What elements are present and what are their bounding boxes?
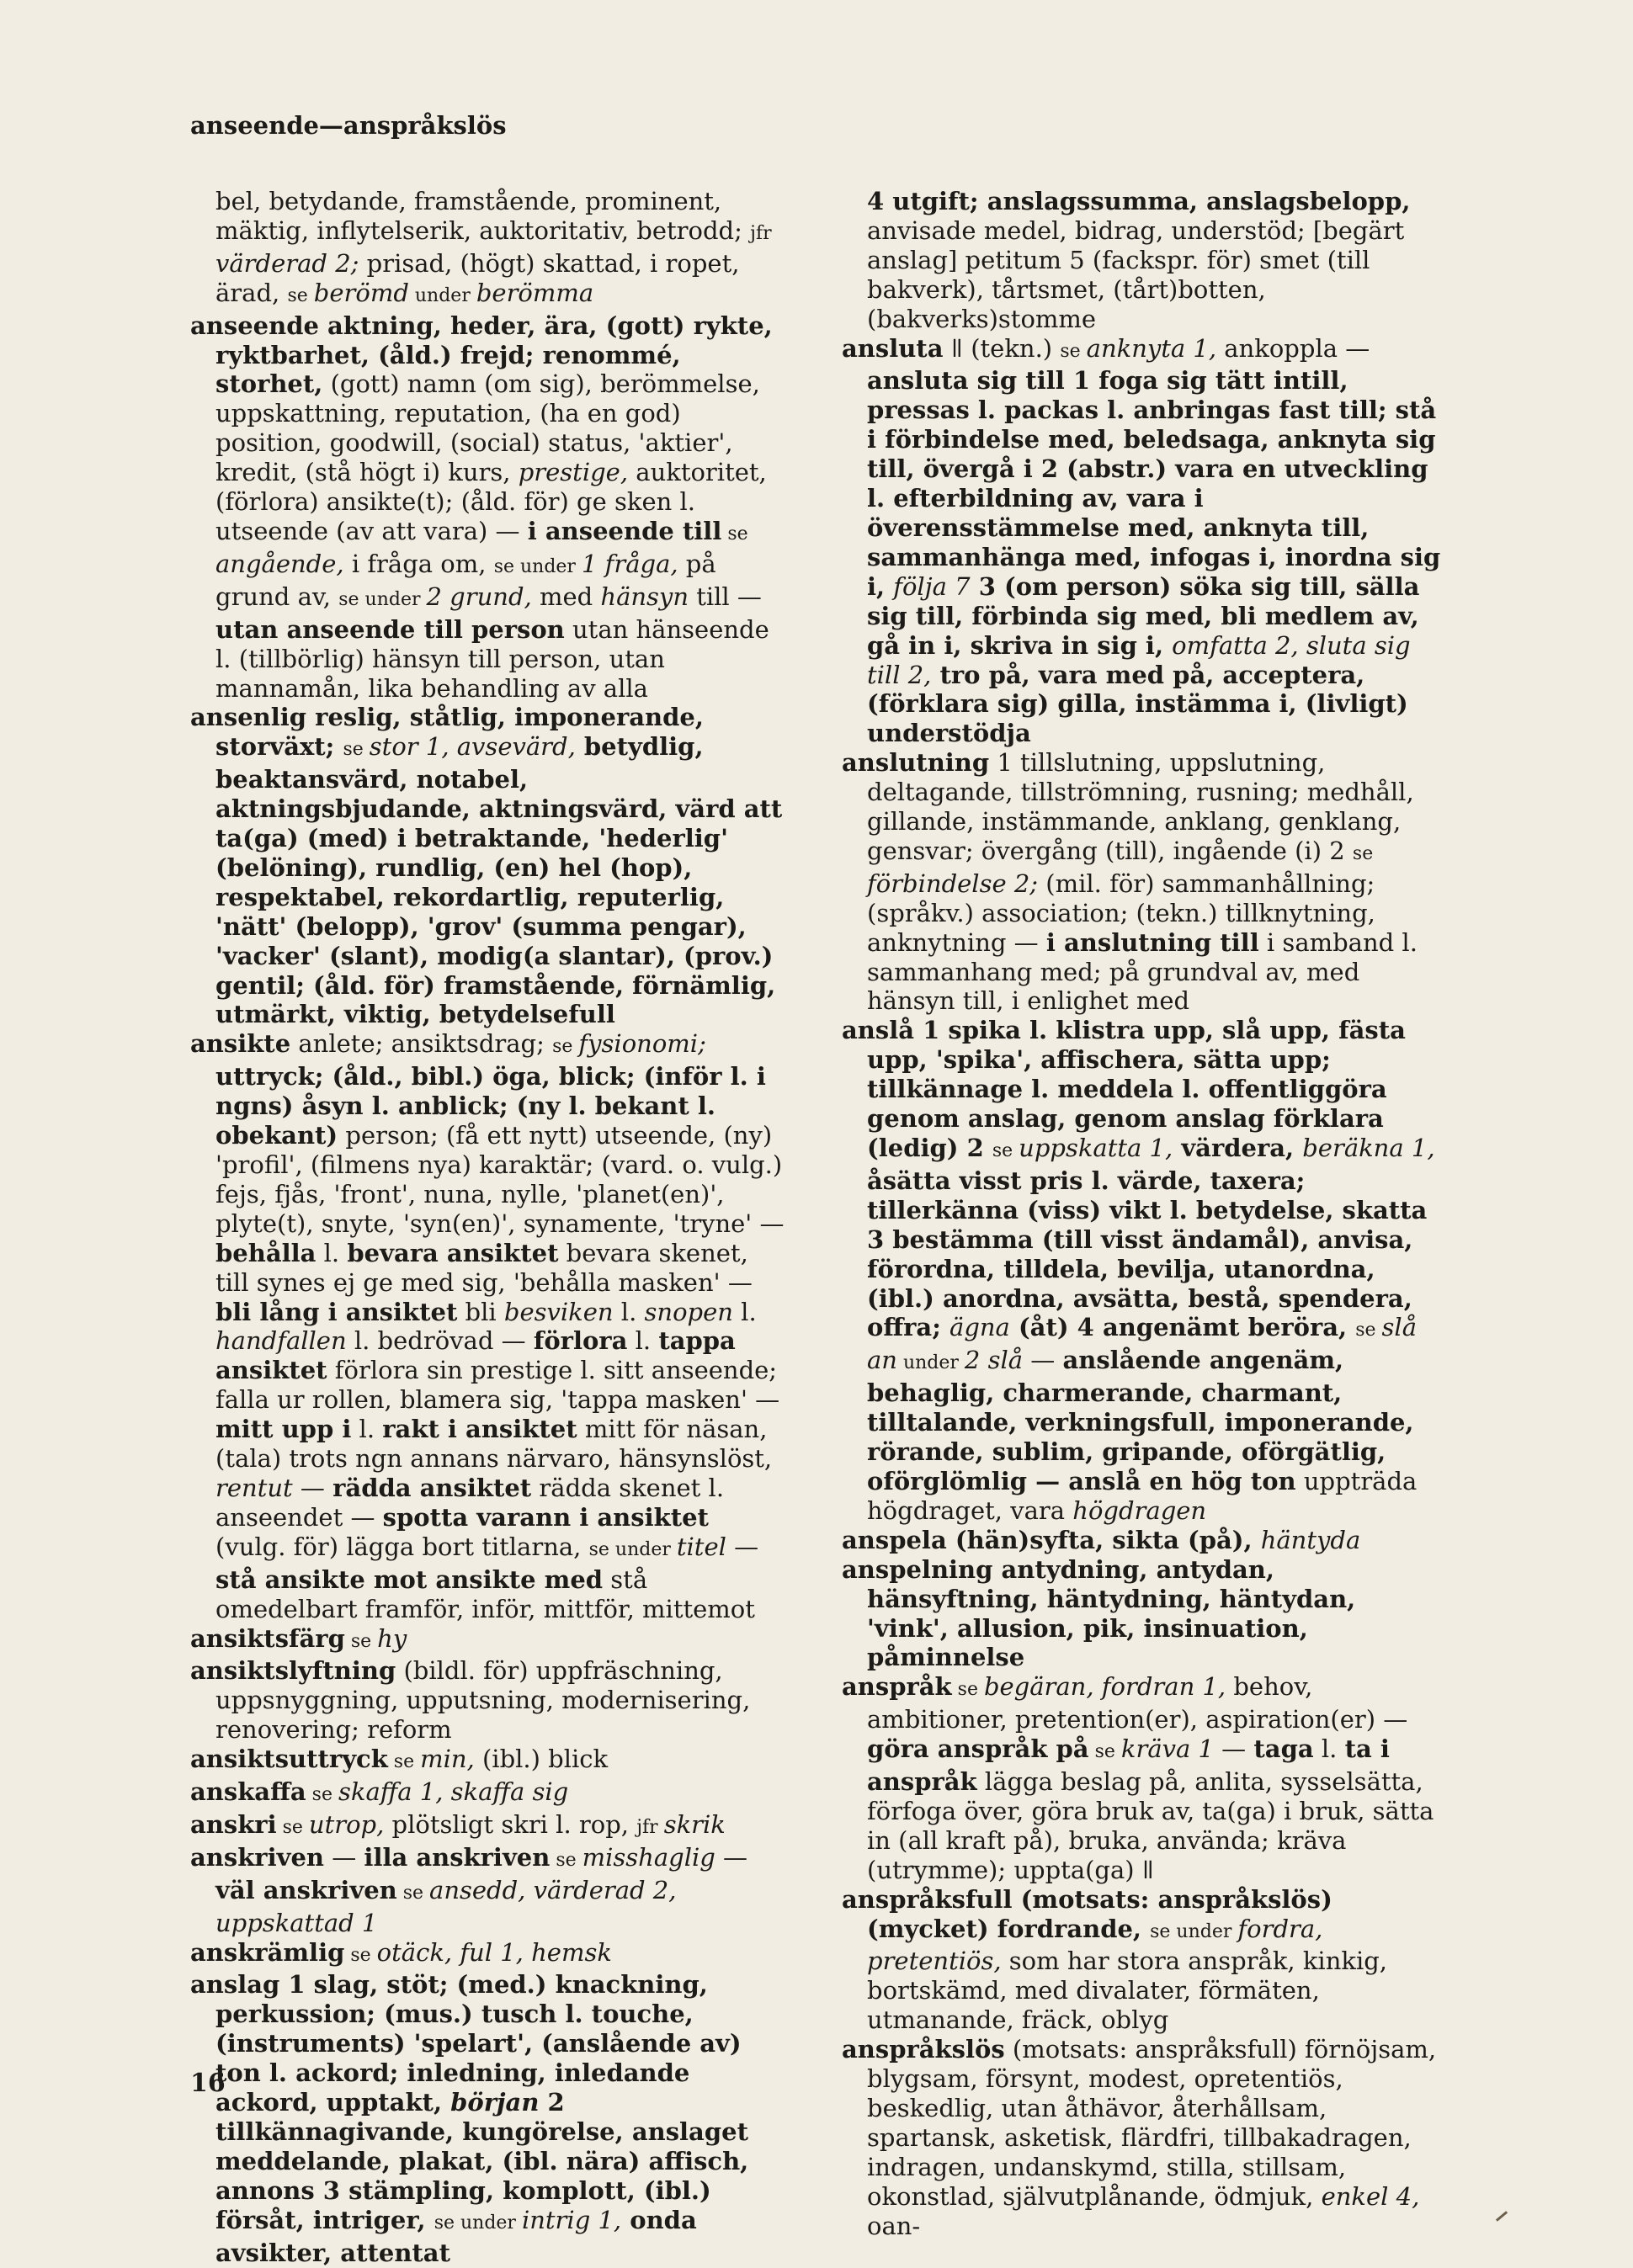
entry-text: bli lång i ansiktet [215, 1297, 458, 1326]
entry-text: se under [588, 1538, 677, 1560]
entry-text: l. [1313, 1734, 1345, 1764]
entry-text: uppträda högdraget, vara [867, 1466, 1418, 1525]
entry-text: anlete; ansiktsdrag; [290, 1029, 553, 1059]
entry-text: behov, ambitioner, pretention(er), aspiration(er) — [867, 1672, 1408, 1734]
entry-text: häntyda [1260, 1525, 1361, 1554]
entry-text: se [1355, 1320, 1382, 1341]
entry-text: min, [420, 1745, 475, 1774]
entry-text: som har stora anspråk, kinkig, bortskämd, med divalater, förmäten, utmanande, fräck, oblyg [867, 1947, 1387, 2035]
entry-text: se [306, 1784, 338, 1806]
dictionary-entry [842, 334, 1441, 749]
headword: anspelning [842, 1554, 993, 1584]
headword: anspråkslös [842, 2035, 1005, 2064]
headword: anslå [842, 1016, 915, 1045]
entry-text: — [1023, 1346, 1063, 1375]
entry-text: värdera, [1173, 1134, 1303, 1162]
entry-text: hänsyn [600, 582, 689, 611]
entry-text: jfr [636, 1816, 664, 1838]
entry-text: 1 fråga, [581, 549, 678, 578]
entry-text: tro på, vara med på, acceptera, (förklara sig) gilla, instämma i, (livligt) understödja [867, 660, 1408, 748]
entry-text: se under [493, 555, 582, 577]
entry-text: förlora sin prestige l. sitt anseende; falla ur rollen, blamera sig, 'tappa masken' — [215, 1356, 780, 1415]
entry-text: 1 slag, stöt; (med.) knackning, perkussion; (mus.) tusch l. touche, (instruments) 'spelart', (anslående av) ton l. ackord; inledning, inledande ackord, upptakt, [215, 1970, 742, 2117]
running-head: anseende—anspråkslös [190, 111, 507, 140]
entry-text: berömd [313, 278, 409, 307]
dictionary-entry [190, 1777, 786, 1810]
dictionary-entry [190, 1970, 786, 2267]
headword: anspråksfull [842, 1884, 1013, 1914]
entry-text: slå an [867, 1313, 1417, 1375]
entry-text: l. [351, 1415, 383, 1444]
headword: anseende [190, 311, 319, 340]
entry-text: — [292, 1473, 333, 1502]
entry-text: se [287, 284, 314, 306]
entry-text: behålla [215, 1238, 316, 1267]
entry-text: (hän)syfta, sikta (på), [946, 1525, 1261, 1554]
entry-text: (vulg. för) lägga bort titlarna, [215, 1532, 589, 1561]
entry-text: ǁ (tekn.) [943, 333, 1061, 363]
entry-text: handfallen [215, 1326, 347, 1356]
entry-text: på grund av, [215, 549, 716, 611]
entry-text: ansedd, värderad 2, uppskattad 1 [215, 1875, 677, 1937]
entry-text: se under [1150, 1920, 1238, 1942]
entry-text: spotta varann i ansiktet [382, 1502, 709, 1532]
entry-text: angenäm, behaglig, charmerande, charmant, tilltalande, verkningsfull, imponerande, rörande, sublim, gripande, oförgätlig, oförglömlig — [867, 1346, 1414, 1495]
entry-text: l. [316, 1238, 348, 1267]
entry-text: bevara ansiktet [347, 1238, 559, 1267]
entry-text: ta i anspråk [867, 1734, 1390, 1797]
entry-text: se [344, 1630, 378, 1652]
dictionary-entry [842, 1672, 1441, 1884]
entry-text: väl anskriven [215, 1875, 397, 1904]
entry-text: oan- [867, 2211, 921, 2240]
entry-continuation [190, 187, 786, 311]
entry-text: högdragen [1072, 1495, 1207, 1525]
entry-text: uttryck; (åld., bibl.) öga, blick; (inför l. i ngns) åsyn l. anblick; (ny l. bekant l. obekant) [215, 1062, 766, 1150]
headword: ansiktsfärg [190, 1623, 345, 1653]
dictionary-entry [190, 1656, 786, 1745]
entry-continuation [842, 187, 1441, 334]
dictionary-entry [842, 1555, 1441, 1673]
pencil-mark [1496, 2211, 1508, 2222]
entry-text: ansluta sig till [867, 366, 1065, 396]
dictionary-entry [190, 1810, 786, 1843]
entry-text: onda avsikter, attentat [215, 2205, 697, 2267]
entry-text: plötsligt skri l. rop, [384, 1809, 637, 1839]
entry-text: fysionomi; [578, 1029, 706, 1059]
entry-text: med [531, 582, 601, 611]
entry-text: (motsats: anspråksfull) förnöjsam, blygsam, försynt, modest, opretentiös, beskedlig, utan åthävor, återhållsam, spartansk, asketisk, flärdfri, tillbakadragen, indragen, undanskymd, stilla, stillsam, okonstlad, självutplånande, ödmjuk, [867, 2035, 1437, 2211]
entry-text: mitt upp i [215, 1415, 352, 1444]
entry-text: enkel 4, [1321, 2181, 1420, 2211]
entry-text: titel [676, 1532, 726, 1561]
entry-text: ägna [949, 1313, 1010, 1342]
entry-text: antydning, antydan, hänsyftning, häntydning, häntydan, 'vink', allusion, pik, insinuation, påminnelse [867, 1554, 1356, 1672]
dictionary-entry [842, 748, 1441, 1016]
entry-text: i samband l. sammanhang med; på grundval av, med hänsyn till, i enlighet med [867, 927, 1418, 1016]
entry-text: rakt i ansiktet [382, 1415, 577, 1444]
entry-text: — [715, 1842, 748, 1872]
entry-text: l. [613, 1297, 645, 1326]
entry-text: värderad 2; [215, 248, 359, 278]
dictionary-entry [842, 1885, 1441, 2036]
dictionary-entry [190, 1938, 786, 1971]
entry-text: (åt) 4 angenämt beröra, [1009, 1313, 1356, 1342]
entry-text: under [408, 284, 476, 306]
entry-text: reslig, ståtlig, imponerande, storväxt; [215, 703, 704, 762]
entry-text: person; (få ett nytt) utseende, (ny) 'profil', (filmens nya) karaktär; (vard. o. vulg.) fejs, fjås, 'front', nuna, nylle, 'planet(en)', plyte(t), snyte, 'syn(en)', synamente, 'tryne' — [215, 1121, 785, 1238]
entry-text: illa anskriven [364, 1842, 551, 1872]
page-number: 16 [190, 2069, 226, 2098]
headword: ansenlig [190, 703, 307, 732]
entry-text: bevara skenet, till synes ej ge med sig, 'behålla masken' — [215, 1238, 753, 1297]
dictionary-entry [190, 1029, 786, 1623]
entry-text: se [552, 1036, 579, 1058]
dictionary-entry [190, 703, 786, 1029]
dictionary-entry [190, 1745, 786, 1777]
entry-text: uppskatta 1, [1019, 1134, 1173, 1162]
headword: anspela [842, 1525, 947, 1554]
entry-text: hy [377, 1623, 407, 1653]
dictionary-entry [842, 1016, 1441, 1525]
entry-text: taga [1253, 1734, 1314, 1764]
entry-text: rädda ansiktet [332, 1473, 532, 1502]
entry-text: l. bedrövad — [346, 1326, 534, 1356]
entry-text: — [726, 1532, 759, 1561]
entry-text: aktning, heder, ära, (gott) rykte, ryktbarhet, (åld.) frejd; renommé, storhet, [215, 311, 773, 399]
entry-text: under [896, 1352, 965, 1374]
entry-text: anknyta 1, [1086, 333, 1217, 363]
entry-text: tappa ansiktet [215, 1326, 736, 1385]
entry-text: göra anspråk på [867, 1734, 1089, 1764]
headword: ansiktsuttryck [190, 1745, 388, 1774]
entry-text: besviken [503, 1297, 614, 1326]
entry-text: förlora [533, 1326, 628, 1356]
entry-text: mitt för näsan, (tala) trots ngn annans närvaro, hänsynslöst, [215, 1415, 773, 1474]
entry-text: (bildl. för) uppfräschning, uppsnyggning, upputsning, modernisering, renovering; reform [215, 1656, 751, 1745]
entry-text: se [1060, 340, 1087, 362]
entry-text: kräva 1 [1120, 1734, 1214, 1764]
entry-text: se [1352, 842, 1374, 864]
headword: ansikte [190, 1029, 291, 1059]
headword: ansluta [842, 333, 944, 363]
entry-text: rädda skenet l. anseendet — [215, 1473, 725, 1532]
headword: anslag [190, 1970, 280, 2000]
entry-text: auktoritet, (förlora) ansikte(t); (åld. för) ge sken l. utseende (av att vara) — [215, 458, 767, 545]
headword: anskrämlig [190, 1937, 345, 1967]
entry-text: följa 7 [893, 571, 971, 601]
entry-text: snopen [644, 1297, 733, 1326]
entry-text: bel, betydande, framstående, prominent, mäktig, inflytelserik, auktoritativ, betrodd; [215, 187, 751, 245]
entry-text: bli [457, 1297, 504, 1326]
entry-text: se [550, 1849, 582, 1871]
entry-text: se [276, 1816, 309, 1838]
entry-text: beräkna 1, [1302, 1134, 1435, 1162]
entry-text: — [1213, 1734, 1254, 1764]
entry-text: 2 grund, [426, 582, 532, 611]
entry-text: (ibl.) blick [474, 1745, 609, 1774]
entry-text: se [387, 1751, 421, 1773]
right-column [842, 187, 1441, 2241]
entry-text: utan anseende till person [215, 614, 565, 644]
entry-text: i anslutning till [1045, 927, 1259, 957]
entry-text: (motsats: anspråkslös) (mycket) fordrande, [867, 1884, 1332, 1943]
entry-text: omfatta 2, sluta sig till 2, [867, 630, 1411, 689]
entry-text: 1 spika l. klistra upp, slå upp, fästa upp, 'spika', affischera, sätta upp; tillkännage l. meddela l. offentliggöra genom anslag, genom anslag förklara (ledig) 2 [867, 1016, 1406, 1162]
entry-text: angående, [215, 549, 344, 578]
entry-text: l. [732, 1297, 757, 1326]
entry-text: intrig 1, [521, 2205, 622, 2234]
entry-text: (mil. för) sammanhållning; (språkv.) association; (tekn.) tillknytning, anknytning — [867, 868, 1375, 957]
entry-text: ankoppla — [1216, 333, 1370, 363]
dictionary-entry [190, 1843, 786, 1938]
entry-text: se [951, 1679, 984, 1701]
entry-text: se [721, 523, 748, 544]
entry-text: 2 tillkännagivande, kungörelse, anslaget meddelande, plakat, (ibl. nära) affisch, annons 3 stämpling, komplott, (ibl.) försåt, intriger, [215, 2088, 749, 2234]
dictionary-entry [842, 2035, 1441, 2240]
entry-text: 2 slå [964, 1346, 1024, 1375]
entry-text: jfr [750, 222, 772, 244]
entry-text: 4 utgift; anslagssumma, anslagsbelopp, [867, 187, 1411, 215]
entry-text: se [1088, 1741, 1121, 1763]
entry-text: se [396, 1882, 430, 1904]
left-column [190, 187, 786, 2268]
entry-text: prisad, (högt) skattad, i ropet, ärad, [215, 248, 740, 307]
entry-text: berömma [476, 278, 594, 307]
entry-text: till — [689, 582, 762, 611]
entry-text: anvisade medel, bidrag, understöd; [begärt anslag] petitum 5 (fackspr. för) smet (till bakverk), tårtsmet, (tårt)botten, (bakverks)stomme [867, 215, 1405, 333]
entry-text: förbindelse 2; [867, 868, 1039, 898]
entry-text: utrop, [308, 1809, 385, 1839]
entry-text: fordra, pretentiös, [867, 1914, 1323, 1976]
entry-text: stå omedelbart framför, inför, mittför, mittemot [215, 1564, 755, 1623]
headword: anskri [190, 1809, 277, 1839]
entry-text: 1 tillslutning, uppslutning, deltagande, tillströmning, rusning; medhåll, gillande, instämmande, anklang, genklang, gensvar; övergång (till), ingående (i) 2 [867, 748, 1414, 865]
entry-text: — [323, 1842, 364, 1872]
entry-text: misshaglig [582, 1842, 715, 1872]
entry-text: l. [627, 1326, 659, 1356]
entry-text: 3 (om person) söka sig till, sälla sig till, förbinda sig med, bli medlem av, gå in i, skriva in sig i, [867, 571, 1420, 660]
entry-text: se [343, 739, 370, 761]
entry-text: stor 1, avsevärd, [369, 732, 576, 762]
entry-text: åsätta visst pris l. värde, taxera; tillerkänna (viss) vikt l. betydelse, skatta 3 bestämma (till visst ändamål), anvisa, förordna, tilldela, bevilja, utanordna, (ibl.) anordna, avsätta, bestå, spendera, offra; [867, 1166, 1428, 1342]
entry-text: se [992, 1140, 1019, 1161]
entry-text: lägga beslag på, anlita, sysselsätta, förfoga över, göra bruk av, ta(ga) i bruk, sätta in (all kraft på), bruka, använda; kräva (utrymme); uppta(ga) ǁ [867, 1767, 1434, 1884]
entry-text: utan hänseende l. (tillbörlig) hänsyn till person, utan mannamån, lika behandling av alla [215, 614, 769, 703]
entry-text: (gott) namn (om sig), berömmelse, uppskattning, reputation, (ha en god) position, goodwill, (social) status, 'aktier', kredit, (stå högt i) kurs, [215, 369, 760, 487]
entry-text: början [450, 2088, 540, 2117]
entry-text: skrik [663, 1809, 726, 1839]
entry-text: i fråga om, [343, 549, 494, 578]
entry-text: betydlig, beaktansvärd, notabel, aktningsbjudande, aktningsvärd, värd att ta(ga) (med) i betraktande, 'hederlig' (belöning), rundlig, (en) hel (hop), respektabel, rekordartlig, reputerlig, 'nätt' (belopp), 'grov' (summa pengar), 'vacker' (slant), modig(a slantar), (prov.) gentil; (åld. för) framstående, förnämlig, utmärkt, viktig, betydelsefull [215, 732, 783, 1029]
entry-text: otäck, ful 1, hemsk [376, 1937, 612, 1967]
headword: ansiktslyftning [190, 1656, 396, 1686]
entry-text: skaffa 1, skaffa sig [338, 1777, 569, 1807]
entry-text: se [344, 1944, 377, 1966]
entry-text: anslå en hög ton [1068, 1466, 1296, 1495]
entry-text: begäran, fordran 1, [983, 1672, 1226, 1702]
entry-text: i anseende till [527, 516, 722, 545]
headword: anspråk [842, 1672, 952, 1702]
entry-text: 1 foga sig tätt intill, pressas l. packas l. anbringas fast till; stå i förbindelse med, beledsaga, anknyta sig till, övergå i 2 (abstr.) vara en utveckling l. efterbildning av, vara i överensstämmelse med, anknyta till, sammanhänga med, infogas i, inordna sig i, [867, 366, 1441, 601]
headword: anskaffa [190, 1777, 306, 1807]
headword: anskriven [190, 1842, 324, 1872]
entry-text: se under [338, 588, 427, 610]
entry-text: anslående [1062, 1346, 1201, 1375]
dictionary-entry [190, 311, 786, 704]
entry-text: stå ansikte mot ansikte med [215, 1564, 604, 1594]
entry-text: prestige, [518, 458, 629, 487]
dictionary-entry [190, 1624, 786, 1657]
entry-text: se under [434, 2212, 522, 2233]
dictionary-entry [842, 1526, 1441, 1555]
headword: anslutning [842, 748, 990, 778]
entry-text: rentut [215, 1473, 293, 1502]
